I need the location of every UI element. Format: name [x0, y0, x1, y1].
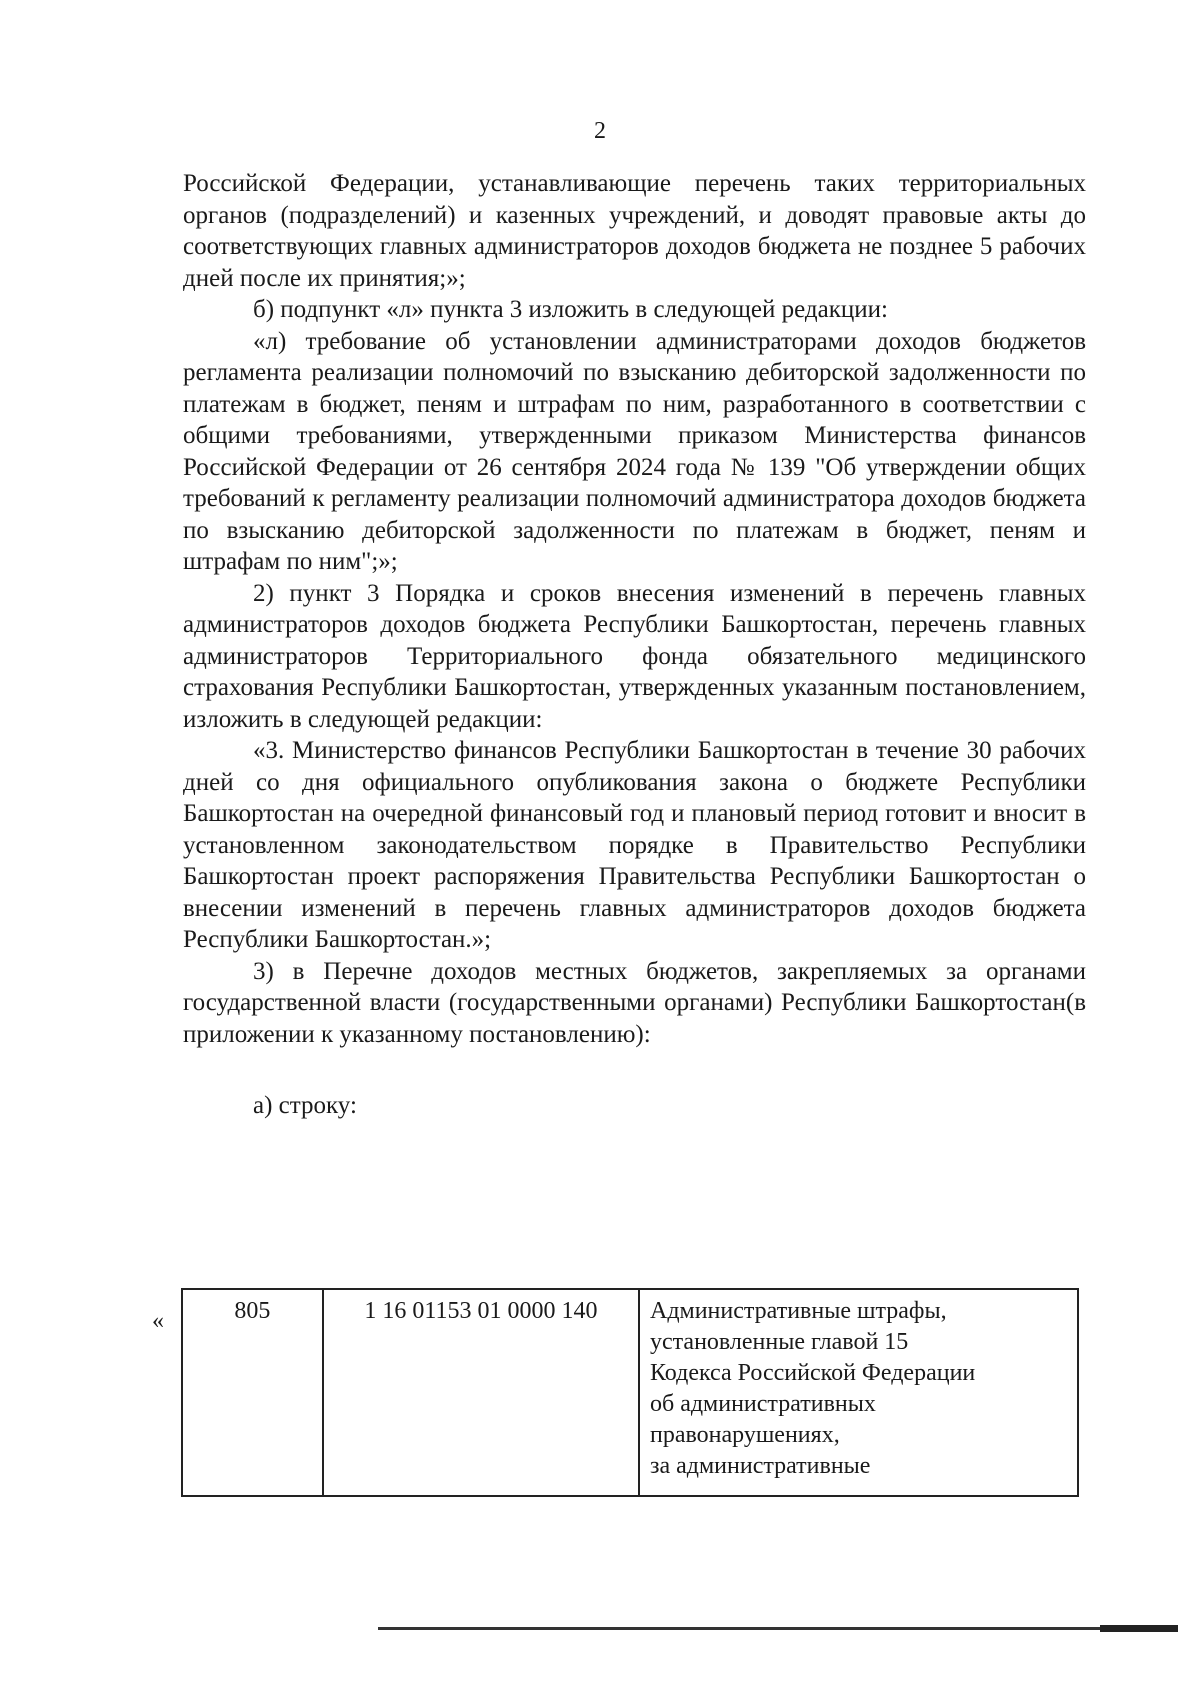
paragraph-item-2: 2) пункт 3 Порядка и сроков внесения изменений в перечень главных администраторов доходов бюджета Республики Башкортостан, перечень главных администраторов Территориального фонда обязательного медицинского страхования Республики Башкортостан, утвержденных указанным постановлением, изложить в следующей редакции: [183, 579, 1086, 733]
income-name-line: Кодекса Российской Федерации [649, 1360, 976, 1386]
spacer [183, 1050, 1086, 1084]
paragraph-subitem-b: б) подпункт «л» пункта 3 изложить в следующей редакции: [253, 296, 888, 323]
income-table [181, 1288, 1079, 1497]
table-cell-kbk-code: 1 16 01153 01 0000 140 [323, 1289, 639, 1496]
table-cell-income-name [639, 1289, 1078, 1496]
paragraph-continuation: Российской Федерации, устанавливающие перечень таких территориальных органов (подразделений) и казенных учреждений, и доводят правовые акты до соответствующих главных администраторов доходов бюджета не позднее 5 рабочих дней после их принятия;»; [183, 170, 1086, 292]
paragraph-subitem-a: а) строку: [253, 1092, 357, 1119]
income-name-line: за административные [649, 1453, 871, 1479]
paragraph-item-3-quote: «3. Министерство финансов Республики Башкортостан в течение 30 рабочих дней со дня официального опубликования закона о бюджете Республики Башкортостан на очередной финансовый год и плановый период готовит и вносит в установленном законодательством порядке в Правительство Республики Башкортостан проект распоряжения Правительства Республики Башкортостан о внесении изменений в перечень главных администраторов доходов бюджета Республики Башкортостан.»; [183, 737, 1086, 953]
income-name-line: установленные главой 15 [649, 1329, 909, 1355]
table-row [182, 1289, 1078, 1496]
footer-rule-end [1100, 1625, 1178, 1632]
opening-quote-mark: « [152, 1308, 164, 1334]
document-body [183, 168, 1086, 1122]
footer-rule [378, 1627, 1178, 1630]
income-name-line: об административных [649, 1391, 876, 1417]
paragraph-item-3: 3) в Перечне доходов местных бюджетов, закрепляемых за органами государственной власти (государственными органами) Республики Башкортостан(в приложении к указанному постановлению): [183, 957, 1086, 1048]
page-number: 2 [594, 118, 606, 144]
table-cell-admin-code: 805 [182, 1289, 323, 1496]
income-name-line: правонарушениях, [649, 1422, 840, 1448]
income-name-line: Административные штрафы, [649, 1298, 947, 1324]
paragraph-subitem-l: «л) требование об установлении администраторами доходов бюджетов регламента реализации полномочий по взысканию дебиторской задолженности по платежам в бюджет, пеням и штрафам по ним, разработанного в соответствии с общими требованиями, утвержденными приказом Министерства финансов Российской Федерации от 26 сентября 2024 года № 139 "Об утверждении общих требований к регламенту реализации полномочий администратора доходов бюджета по взысканию дебиторской задолженности по платежам в бюджет, пеням и штрафам по ним";»; [183, 327, 1086, 575]
